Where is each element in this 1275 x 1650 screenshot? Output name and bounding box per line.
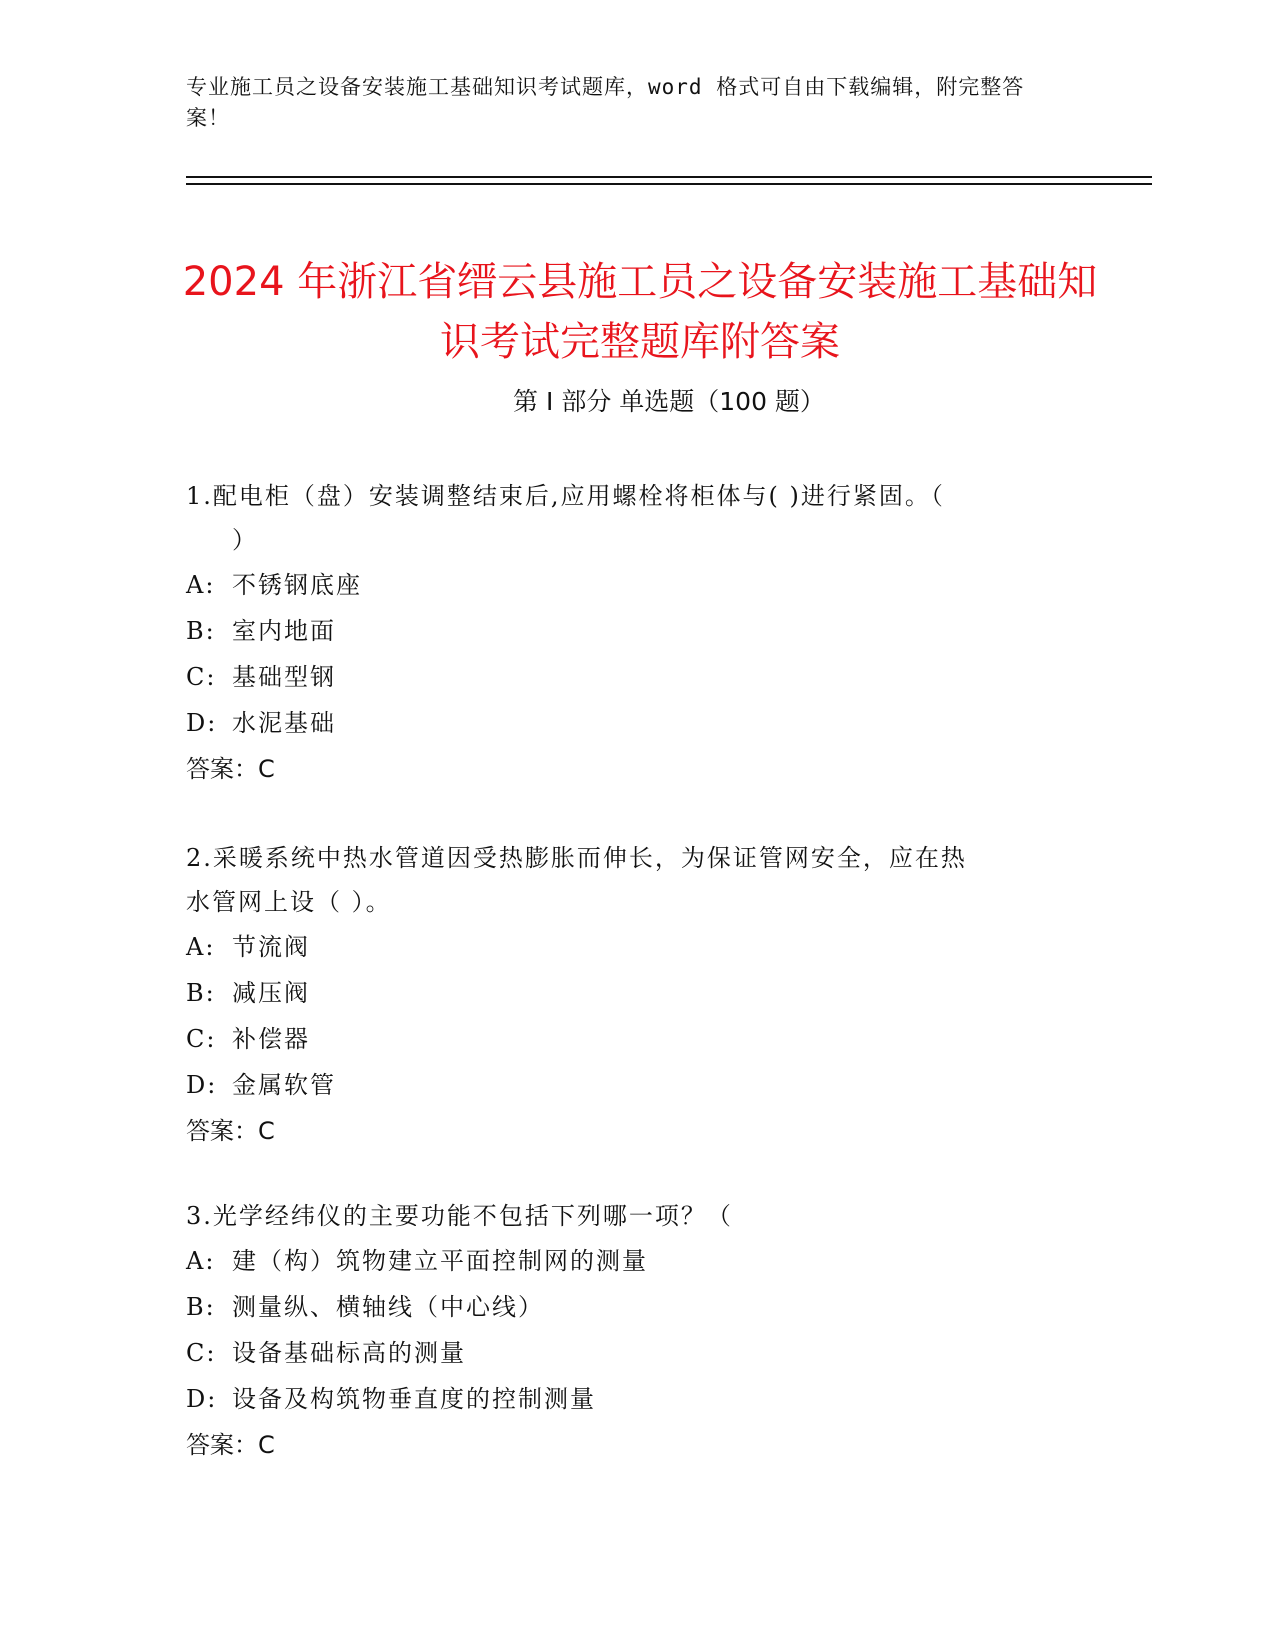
option-text: 金属软管: [232, 1071, 336, 1099]
answer-label: 答案：: [186, 1431, 258, 1459]
option-key: A:: [186, 933, 216, 961]
header-note: 专业施工员之设备安装施工基础知识考试题库，word 格式可自由下载编辑，附完整答案！: [186, 75, 1025, 130]
question-stem-line: 1.配电柜（盘）安装调整结束后,应用螺栓将柜体与( )进行紧固。（: [186, 482, 945, 510]
option-key: C:: [186, 1339, 217, 1367]
answer-label: 答案：: [186, 755, 258, 783]
answer-line: [186, 1422, 1086, 1468]
question-stem-line: 3.光学经纬仪的主要功能不包括下列哪一项？（: [186, 1202, 733, 1230]
option-text: 测量纵、横轴线（中心线）: [232, 1293, 544, 1321]
answer-value: C: [258, 755, 275, 783]
option-key: B:: [186, 1293, 216, 1321]
question-stem-line-2: 水管网上设（ ）。: [186, 888, 392, 916]
option-text: 减压阀: [232, 979, 310, 1007]
question-1: [186, 474, 1086, 792]
answer-value: C: [258, 1117, 275, 1145]
answer-value: C: [258, 1431, 275, 1459]
option-key: A:: [186, 571, 216, 599]
option-text: 节流阀: [232, 933, 310, 961]
option-text: 基础型钢: [232, 663, 336, 691]
header-rule-bottom: [186, 183, 1152, 185]
option-key: D:: [186, 1071, 218, 1099]
option-a: [186, 924, 1086, 970]
option-a: [186, 562, 1086, 608]
option-key: D:: [186, 1385, 218, 1413]
option-key: C:: [186, 663, 217, 691]
option-key: A:: [186, 1247, 216, 1275]
option-d: [186, 700, 1086, 746]
question-2: [186, 836, 1086, 1154]
option-c: [186, 654, 1086, 700]
option-key: B:: [186, 617, 216, 645]
option-d: [186, 1376, 1086, 1422]
question-stem-continuation: ）: [232, 526, 258, 554]
section-heading: 第 I 部分 单选题（100 题）: [513, 387, 825, 416]
question-3: [186, 1194, 1086, 1468]
option-text: 不锈钢底座: [232, 571, 362, 599]
answer-line: [186, 746, 1086, 792]
option-b: [186, 1284, 1086, 1330]
option-text: 设备及构筑物垂直度的控制测量: [232, 1385, 596, 1413]
option-key: C:: [186, 1025, 217, 1053]
document-title: 2024 年浙江省缙云县施工员之设备安装施工基础知识考试完整题库附答案: [182, 258, 1098, 365]
option-key: B:: [186, 979, 216, 1007]
option-text: 补偿器: [232, 1025, 310, 1053]
option-text: 建（构）筑物建立平面控制网的测量: [232, 1247, 648, 1275]
header-rule-top: [186, 176, 1152, 178]
option-c: [186, 1330, 1086, 1376]
option-c: [186, 1016, 1086, 1062]
option-b: [186, 608, 1086, 654]
answer-label: 答案：: [186, 1117, 258, 1145]
question-stem-line: 2.采暖系统中热水管道因受热膨胀而伸长，为保证管网安全，应在热: [186, 844, 967, 872]
question-stem: [186, 474, 1086, 562]
option-text: 设备基础标高的测量: [232, 1339, 466, 1367]
option-d: [186, 1062, 1086, 1108]
question-stem: [186, 836, 1086, 924]
option-key: D:: [186, 709, 218, 737]
option-text: 室内地面: [232, 617, 336, 645]
question-stem: [186, 1194, 1086, 1238]
answer-line: [186, 1108, 1086, 1154]
option-b: [186, 970, 1086, 1016]
option-text: 水泥基础: [232, 709, 336, 737]
option-a: [186, 1238, 1086, 1284]
